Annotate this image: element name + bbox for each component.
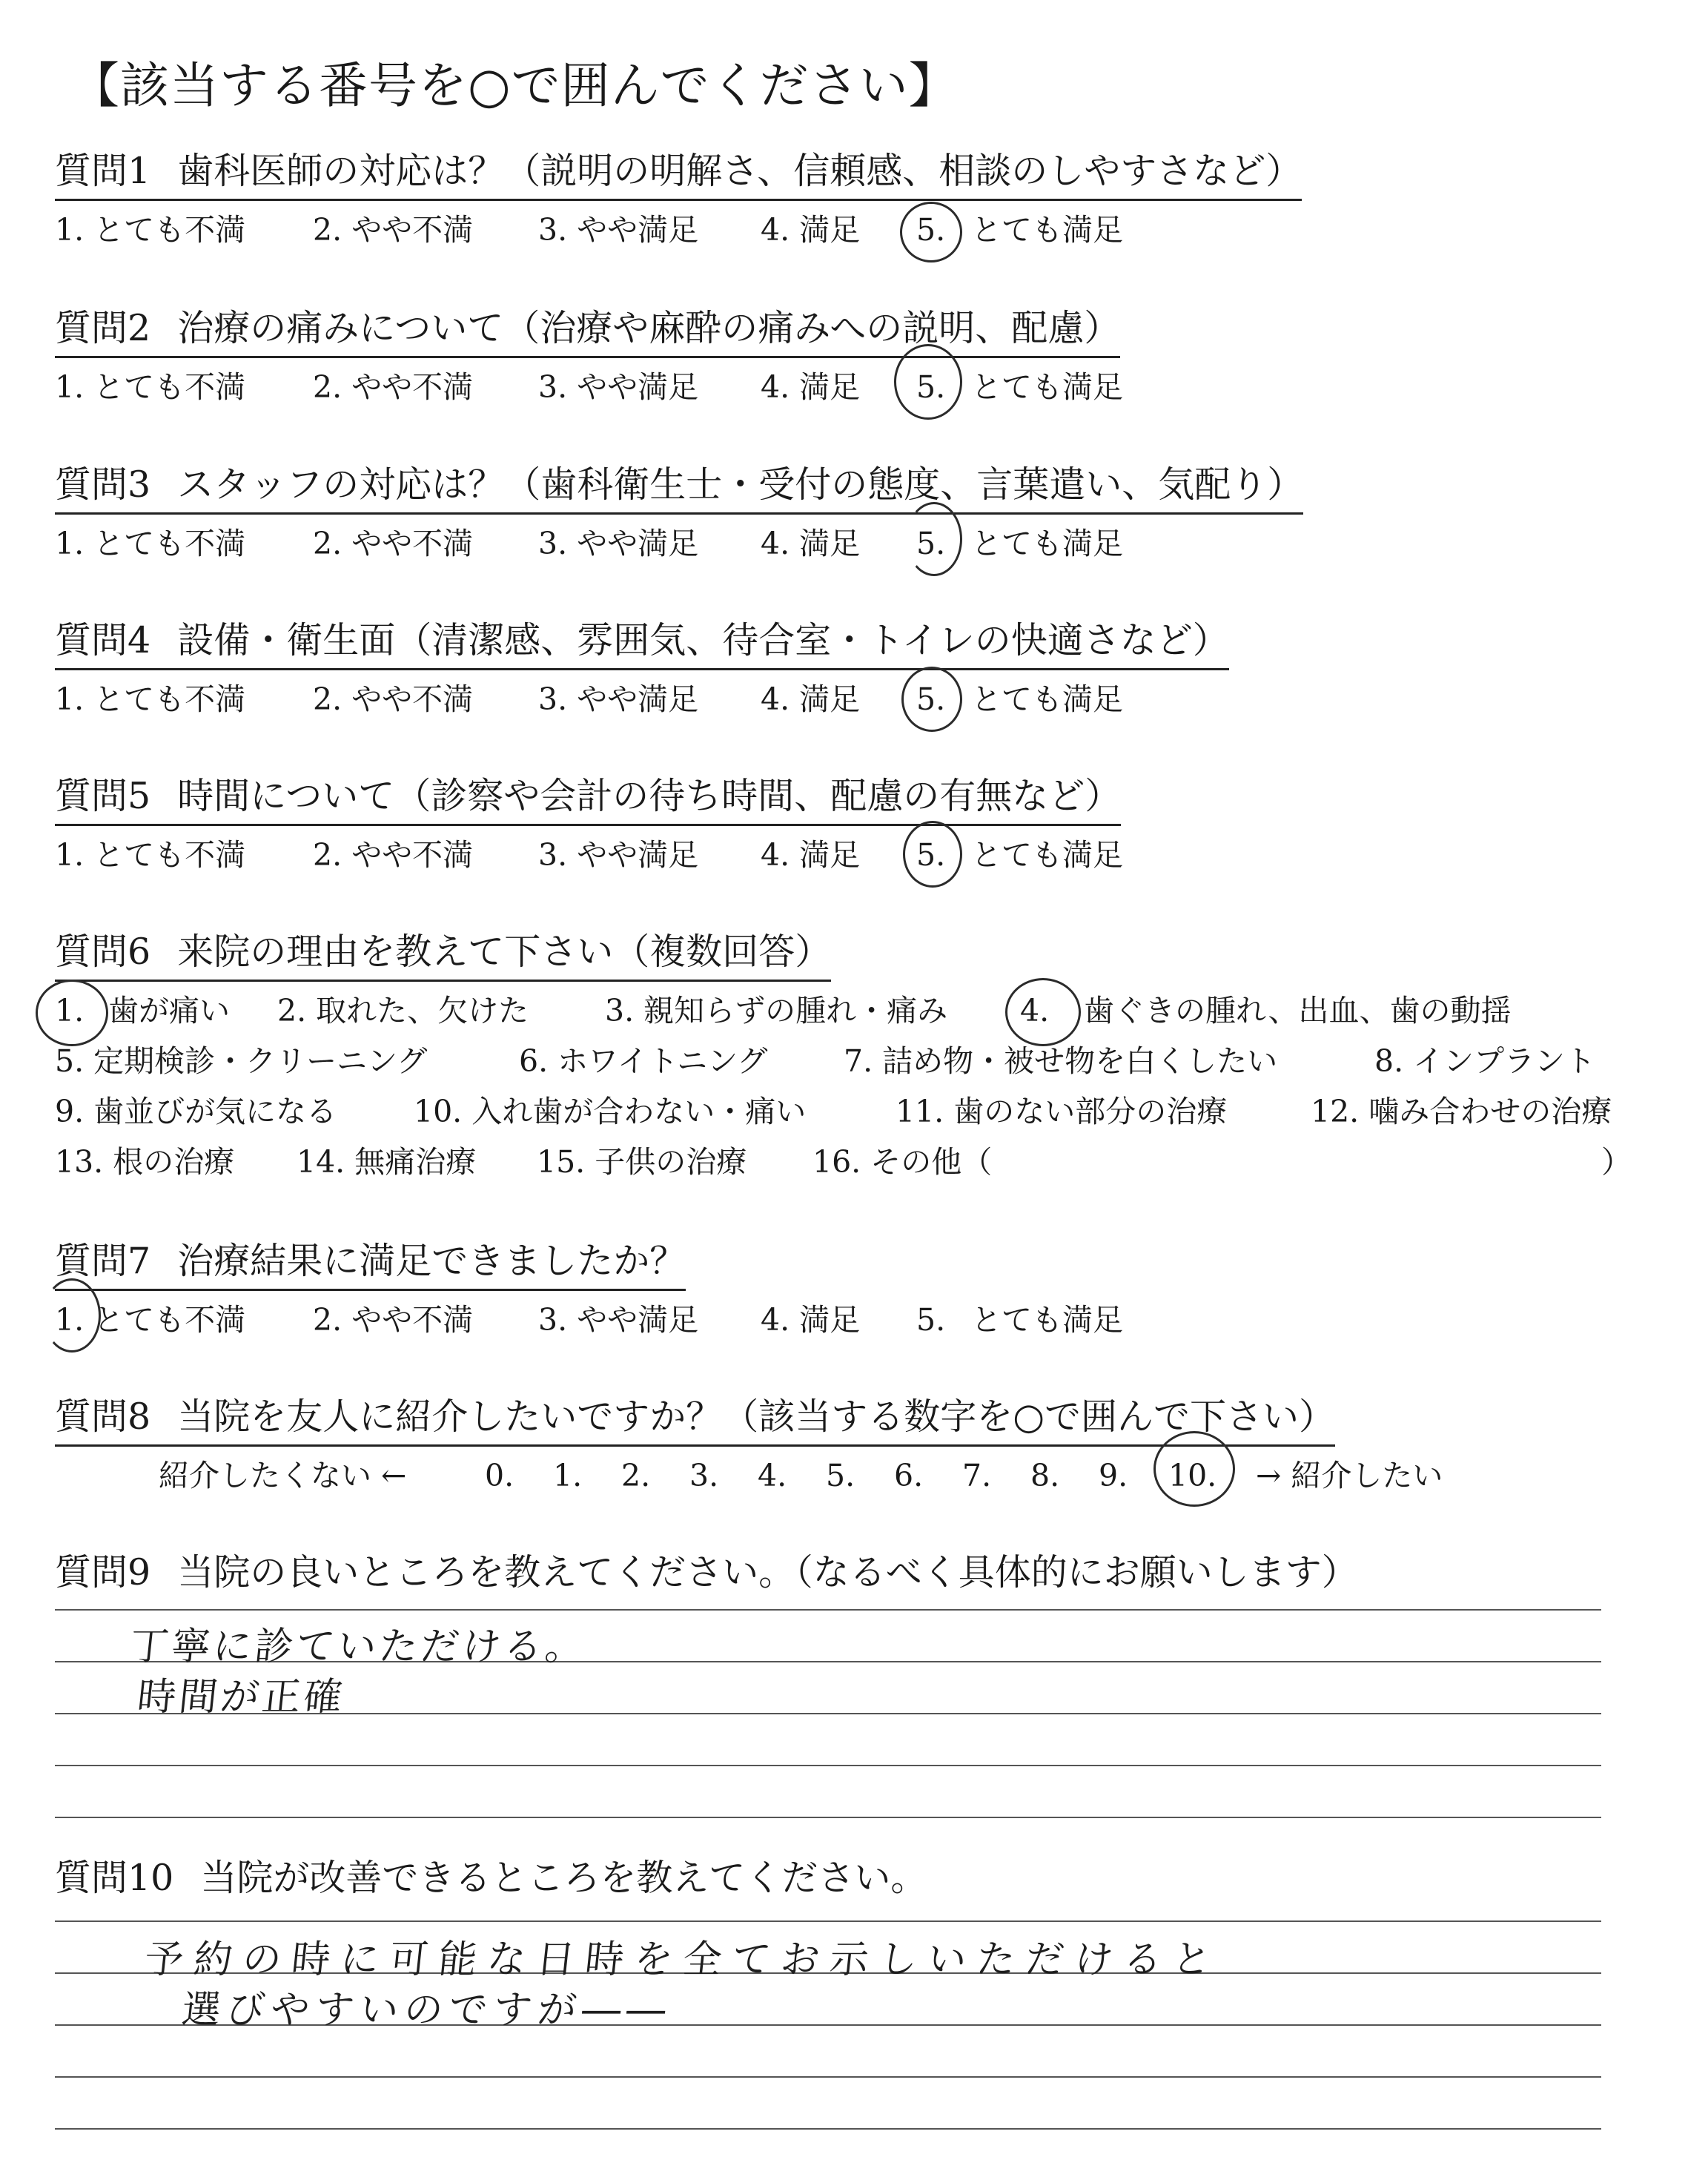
question-text: 時間について（診察や会計の待ち時間、配慮の有無など） xyxy=(177,775,1122,817)
handwritten-answer-line-1[interactable]: 丁寧に診ていただける。 xyxy=(128,1625,589,1669)
option-1[interactable]: 1. とても不満 xyxy=(55,1302,246,1338)
question-text: スタッフの対応は？（歯科衛生士・受付の態度、言葉遣い、気配り） xyxy=(177,463,1304,506)
recommend-scale xyxy=(55,1453,1686,1498)
question-heading xyxy=(55,1855,927,1901)
reason-1-label: 歯が痛い xyxy=(108,993,230,1028)
question-5 xyxy=(55,773,1123,873)
option-4[interactable]: 4. 満足 xyxy=(761,1302,861,1338)
question-text: 設備・衛生面（清潔感、雰囲気、待合室・トイレの快適さなど） xyxy=(177,619,1229,661)
option-1[interactable]: 1. とても不満 xyxy=(55,369,246,405)
option-2[interactable]: 2. やや不満 xyxy=(313,1302,474,1338)
question-heading xyxy=(55,1394,1335,1447)
question-heading xyxy=(55,1238,686,1291)
reason-8[interactable]: 8. インプラント xyxy=(1374,1043,1596,1079)
handwritten-answer-line-2[interactable]: 選びやすいのですが―― xyxy=(179,1988,674,2032)
scale-right-label: → 紹介したい xyxy=(1256,1458,1443,1493)
option-1[interactable]: 1. とても不満 xyxy=(55,526,246,561)
option-2[interactable]: 2. やや不満 xyxy=(313,681,474,717)
question-text: 当院が改善できるところを教えてください。 xyxy=(200,1857,927,1899)
reason-14[interactable]: 14. 無痛治療 xyxy=(297,1144,477,1180)
reason-16-close: ） xyxy=(1601,1144,1632,1180)
option-5[interactable]: 5. xyxy=(916,212,946,248)
question-label: 質問1 xyxy=(55,150,151,192)
option-5-label: とても満足 xyxy=(971,212,1123,248)
question-label: 質問7 xyxy=(55,1240,151,1282)
option-5-label: とても満足 xyxy=(971,1302,1123,1338)
option-4[interactable]: 4. 満足 xyxy=(761,526,861,561)
question-heading xyxy=(55,1550,1358,1596)
question-heading xyxy=(55,305,1120,358)
question-label: 質問10 xyxy=(55,1857,174,1899)
reason-row-4 xyxy=(55,1140,1686,1184)
question-text: 治療の痛みについて（治療や麻酔の痛みへの説明、配慮） xyxy=(177,307,1121,349)
reason-1-number[interactable]: 1. xyxy=(55,993,85,1028)
question-text: 当院の良いところを教えてください。（なるべく具体的にお願いします） xyxy=(177,1551,1358,1593)
reason-4-number[interactable]: 4. xyxy=(1020,993,1050,1028)
option-5-label: とても満足 xyxy=(971,837,1123,873)
rating-options xyxy=(55,208,1686,252)
option-1[interactable]: 1. とても不満 xyxy=(55,681,246,717)
option-3[interactable]: 3. やや満足 xyxy=(538,369,699,405)
question-heading xyxy=(55,929,831,982)
reason-4-label: 歯ぐきの腫れ、出血、歯の動揺 xyxy=(1084,993,1512,1028)
question-label: 質問3 xyxy=(55,463,151,506)
reason-6[interactable]: 6. ホワイトニング xyxy=(519,1043,768,1079)
option-5[interactable]: 5. xyxy=(916,1302,946,1338)
question-label: 質問6 xyxy=(55,931,151,973)
scale-2[interactable]: 2. xyxy=(621,1458,651,1493)
scale-8[interactable]: 8. xyxy=(1030,1458,1060,1493)
option-5-label: とても満足 xyxy=(971,681,1123,717)
reason-9[interactable]: 9. 歯並びが気になる xyxy=(55,1094,337,1129)
scale-9[interactable]: 9. xyxy=(1099,1458,1128,1493)
scale-1[interactable]: 1. xyxy=(553,1458,583,1493)
option-5[interactable]: 5. xyxy=(916,681,946,717)
reason-15[interactable]: 15. 子供の治療 xyxy=(537,1144,747,1180)
rating-options xyxy=(55,677,1686,721)
question-8 xyxy=(55,1394,1443,1493)
scale-7[interactable]: 7. xyxy=(962,1458,992,1493)
option-4[interactable]: 4. 満足 xyxy=(761,369,861,405)
question-6 xyxy=(55,929,1632,1180)
reason-13[interactable]: 13. 根の治療 xyxy=(55,1144,235,1180)
question-10 xyxy=(55,1855,927,1901)
handwritten-answer-line-1[interactable]: 予約の時に可能な日時を全てお示しいただけると xyxy=(142,1938,1224,1982)
rating-options xyxy=(55,365,1686,409)
option-4[interactable]: 4. 満足 xyxy=(761,212,861,248)
option-5[interactable]: 5. xyxy=(916,526,946,561)
question-text: 治療結果に満足できましたか？ xyxy=(177,1240,686,1282)
rating-options xyxy=(55,1298,1686,1342)
question-text: 当院を友人に紹介したいですか？（該当する数字を○で囲んで下さい） xyxy=(177,1396,1335,1438)
question-label: 質問4 xyxy=(55,619,151,661)
question-heading xyxy=(55,148,1302,201)
reason-2[interactable]: 2. 取れた、欠けた xyxy=(277,993,529,1028)
scale-10[interactable]: 10. xyxy=(1168,1458,1217,1493)
reason-row-3 xyxy=(55,1089,1686,1134)
question-label: 質問8 xyxy=(55,1396,151,1438)
answer-line xyxy=(55,1609,1601,1611)
reason-row-2 xyxy=(55,1039,1686,1083)
option-3[interactable]: 3. やや満足 xyxy=(538,681,699,717)
handwritten-answer-line-2[interactable]: 時間が正確 xyxy=(135,1675,348,1720)
scale-left-label: 紹介したくない ← xyxy=(159,1458,407,1493)
option-2[interactable]: 2. やや不満 xyxy=(313,212,474,248)
rating-options xyxy=(55,521,1686,566)
option-1[interactable]: 1. とても不満 xyxy=(55,212,246,248)
question-9 xyxy=(55,1550,1358,1596)
option-5-label: とても満足 xyxy=(971,526,1123,561)
page-title: 【該当する番号を○で囲んでください】 xyxy=(70,57,959,114)
option-1[interactable]: 1. とても不満 xyxy=(55,837,246,873)
reason-12[interactable]: 12. 噛み合わせの治療 xyxy=(1311,1094,1612,1129)
option-3[interactable]: 3. やや満足 xyxy=(538,212,699,248)
reason-row-1 xyxy=(55,988,1686,1033)
question-3 xyxy=(55,462,1304,561)
question-heading xyxy=(55,618,1229,670)
question-4 xyxy=(55,618,1229,717)
question-text: 来院の理由を教えて下さい（複数回答） xyxy=(177,931,832,973)
reason-16[interactable]: 16. その他（ xyxy=(812,1144,993,1180)
scale-3[interactable]: 3. xyxy=(689,1458,719,1493)
question-2 xyxy=(55,305,1123,405)
option-5[interactable]: 5. xyxy=(916,837,946,873)
option-3[interactable]: 3. やや満足 xyxy=(538,526,699,561)
rating-options xyxy=(55,833,1686,877)
question-label: 質問2 xyxy=(55,307,151,349)
scale-5[interactable]: 5. xyxy=(826,1458,855,1493)
option-2[interactable]: 2. やや不満 xyxy=(313,526,474,561)
option-2[interactable]: 2. やや不満 xyxy=(313,837,474,873)
scale-6[interactable]: 6. xyxy=(894,1458,924,1493)
question-7 xyxy=(55,1238,1123,1338)
option-5-label: とても満足 xyxy=(971,369,1123,405)
answer-line xyxy=(55,2128,1601,2130)
answer-line xyxy=(55,2076,1601,2078)
question-heading xyxy=(55,773,1121,826)
reason-10[interactable]: 10. 入れ歯が合わない・痛い xyxy=(414,1094,807,1129)
option-5[interactable]: 5. xyxy=(916,369,946,405)
question-text: 歯科医師の対応は？（説明の明解さ、信頼感、相談のしやすさなど） xyxy=(177,150,1302,192)
reason-7[interactable]: 7. 詰め物・被せ物を白くしたい xyxy=(844,1043,1278,1079)
option-3[interactable]: 3. やや満足 xyxy=(538,837,699,873)
reason-11[interactable]: 11. 歯のない部分の治療 xyxy=(896,1094,1228,1129)
question-label: 質問9 xyxy=(55,1551,151,1593)
question-label: 質問5 xyxy=(55,775,151,817)
reason-5[interactable]: 5. 定期検診・クリーニング xyxy=(55,1043,428,1079)
question-1 xyxy=(55,148,1302,248)
option-2[interactable]: 2. やや不満 xyxy=(313,369,474,405)
answer-line xyxy=(55,1765,1601,1766)
answer-line xyxy=(55,1817,1601,1818)
answer-line xyxy=(55,1920,1601,1922)
reason-3[interactable]: 3. 親知らずの腫れ・痛み xyxy=(605,993,948,1028)
option-3[interactable]: 3. やや満足 xyxy=(538,1302,699,1338)
scale-4[interactable]: 4. xyxy=(758,1458,787,1493)
option-4[interactable]: 4. 満足 xyxy=(761,837,861,873)
scale-0[interactable]: 0. xyxy=(485,1458,514,1493)
option-4[interactable]: 4. 満足 xyxy=(761,681,861,717)
question-heading xyxy=(55,462,1303,515)
